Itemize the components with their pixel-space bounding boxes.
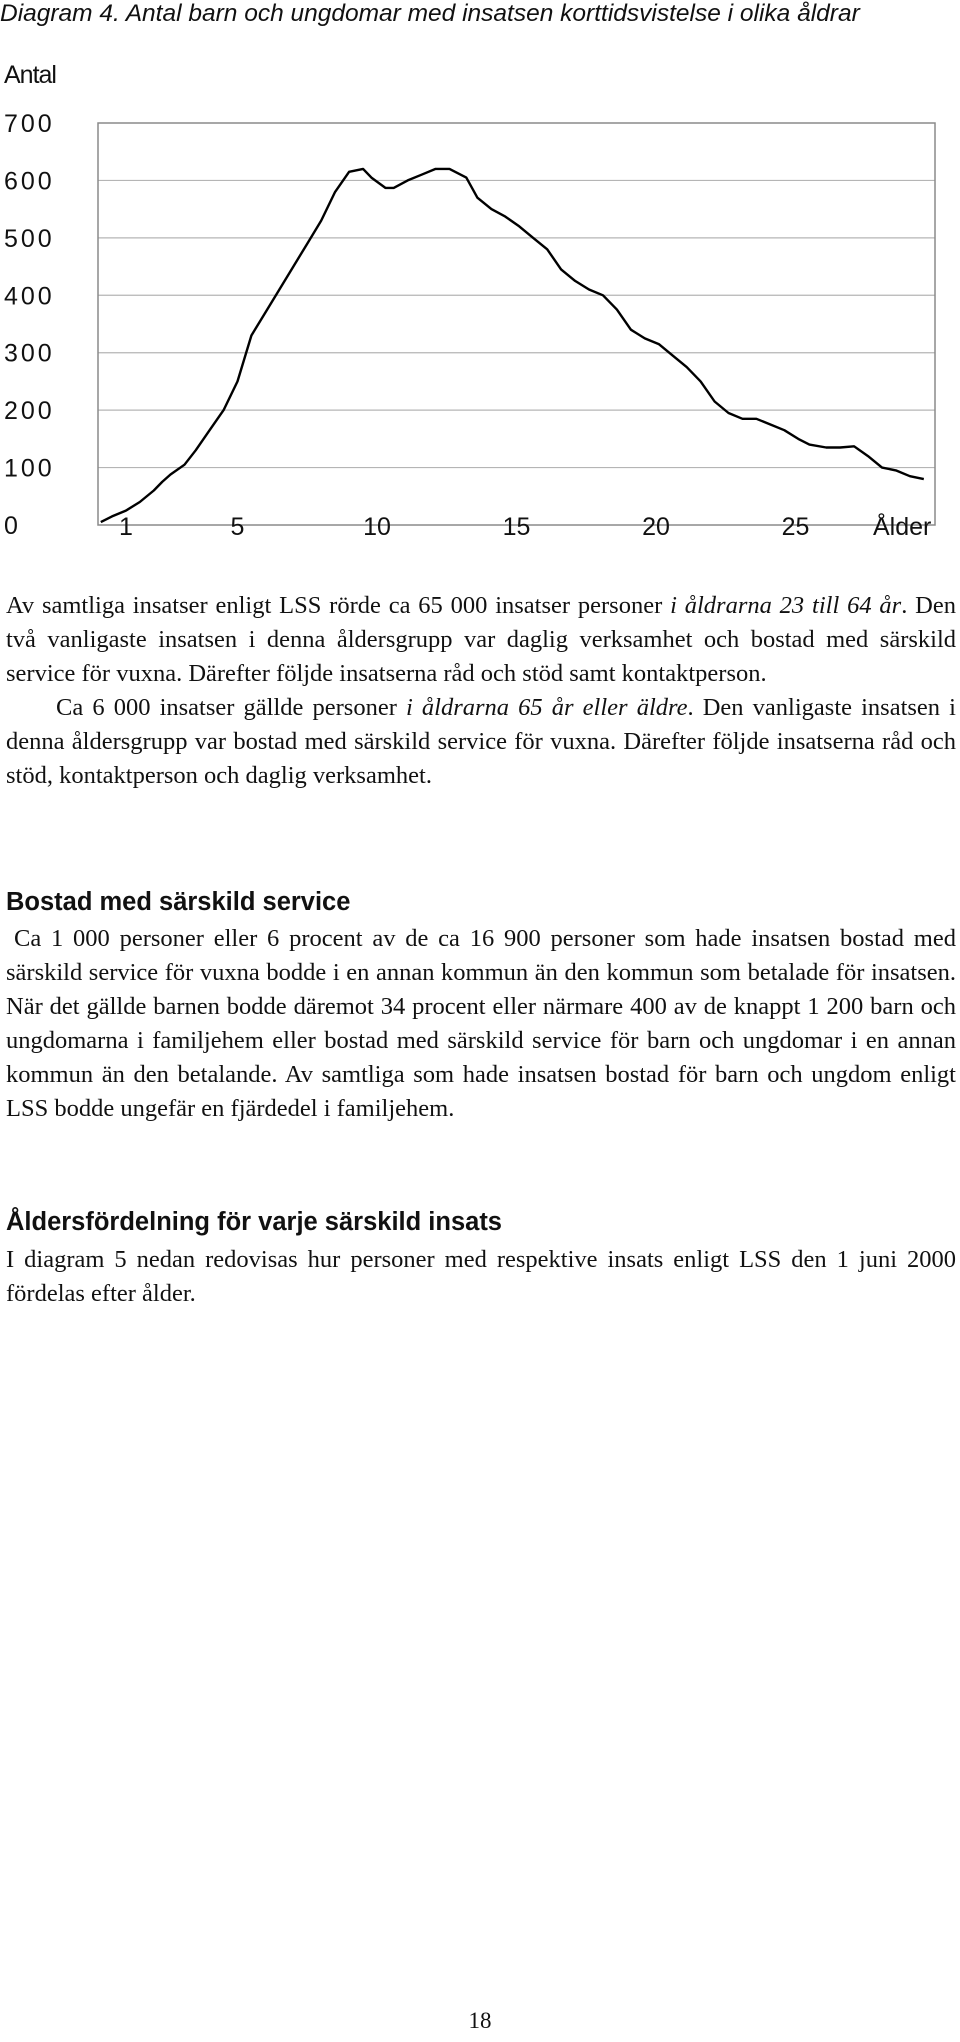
page-number: 18 [468,2008,492,2033]
paragraph-ages-65-plus [6,691,956,793]
x-axis-label: Ålder [873,513,932,541]
y-tick-label: 0 [4,512,21,540]
y-tick-label: 200 [4,397,55,426]
paragraph-text: . Den två vanligaste insatsen i denna åldersgrupp var daglig verksamhet och bostad med särskild service för vuxna. Därefter följde insatserna råd och stöd samt kontaktperson. [6,592,956,687]
paragraph-text: . Den vanligaste insatsen i denna åldersgrupp var bostad med särskild service för vuxna. Därefter följde insatserna råd och stöd, kontaktperson och daglig verksamhet. [6,694,956,789]
emphasis-text: i åldrarna 23 till 64 år [670,592,902,619]
x-tick-label: 5 [230,513,245,541]
y-tick-label: 500 [4,224,55,253]
y-axis-ticks [4,110,55,540]
x-tick-label: 20 [642,513,670,541]
y-tick-label: 400 [4,282,55,311]
emphasis-text: i åldrarna 65 år eller äldre [405,694,688,721]
paragraph-group-1 [6,589,956,793]
paragraph-aldersfordelning-text: I diagram 5 nedan redovisas hur personer med respektive insats enligt LSS den 1 juni 2000 fördelas efter ålder. [6,1246,956,1307]
series-line [101,169,924,522]
x-tick-label: 10 [363,513,391,541]
y-tick-label: 100 [4,454,55,483]
paragraph-text: Av samtliga insatser enligt LSS rörde ca 65 000 insatser personer [6,592,671,619]
y-tick-label: 300 [4,339,55,368]
age-distribution-chart [0,46,960,552]
x-tick-label: 15 [502,513,531,541]
x-axis-ticks [119,513,809,541]
heading-aldersfordelning: Åldersfördelning för varje särskild insats [6,1208,502,1236]
heading-bostad: Bostad med särskild service [6,888,351,916]
x-tick-label: 1 [118,513,133,541]
diagram-title: Diagram 4. Antal barn och ungdomar med insatsen korttidsvistelse i olika åldrar [0,0,860,27]
x-tick-label: 25 [781,513,810,541]
paragraph-ages-23-64 [6,589,956,691]
paragraph-aldersfordelning [6,1243,956,1311]
y-tick-label: 700 [4,110,55,138]
y-axis-label: Antal [4,61,56,89]
paragraph-text: Ca 6 000 insatser gällde personer [56,694,406,721]
plot-area-border [98,123,935,525]
y-tick-label: 600 [4,167,55,196]
paragraph-bostad [6,922,956,1126]
paragraph-bostad-text: Ca 1 000 personer eller 6 procent av de ca 16 900 personer som hade insatsen bostad med särskild service för vuxna bodde i en annan kommun än den kommun som betalade för insatsen. När det gällde barnen bodde däremot 34 procent eller närmare 400 av de knappt 1 200 barn och ungdomarna i familjehem eller bostad med särskild service för barn och ungdomar i en annan kommun än den betalande. Av samtliga som hade insatsen bostad för barn och ungdom enligt LSS bodde ungefär en fjärdedel i familjehem. [6,925,956,1122]
